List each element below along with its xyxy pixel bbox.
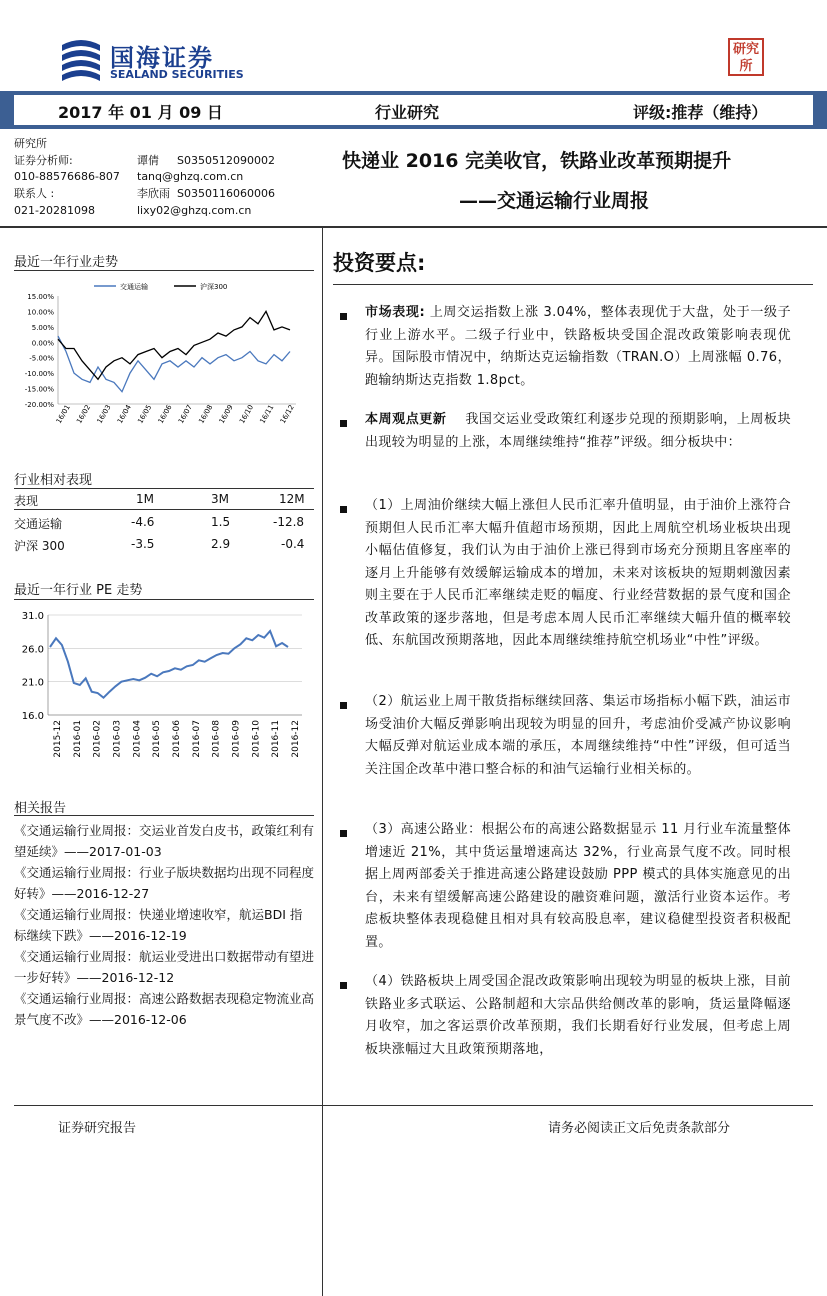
section-trend-rule bbox=[14, 270, 314, 271]
footer-left: 证券研究报告 bbox=[58, 1121, 137, 1136]
related-report-item[interactable]: 《交通运输行业周报：交运业首发白皮书，政策红利有望延续》——2017-01-03 bbox=[14, 823, 315, 859]
analyst-name: 谭倩 bbox=[137, 154, 159, 167]
table-header-cell: 表现 bbox=[14, 494, 39, 508]
x-tick-label: 2016-08 bbox=[211, 720, 222, 758]
bullet-icon bbox=[340, 702, 347, 709]
section-pe-rule bbox=[14, 599, 314, 600]
investment-rule bbox=[333, 284, 813, 285]
table-cell: 1.5 bbox=[211, 515, 231, 529]
table-cell: 沪深 300 bbox=[14, 539, 65, 553]
footer-disclaimer: 请务必阅读正文后免责条款部分 bbox=[548, 1121, 731, 1136]
report-subtitle: ——交通运输行业周报 bbox=[459, 190, 650, 212]
y-tick-label: 15.00% bbox=[27, 293, 54, 301]
x-tick-label: 2016-02 bbox=[92, 720, 103, 758]
bullet-icon bbox=[340, 982, 347, 989]
section-reports-title: 相关报告 bbox=[14, 801, 67, 816]
x-tick-label: 16/12 bbox=[278, 403, 296, 425]
contact-label: 联系人 : bbox=[14, 187, 55, 200]
x-tick-label: 16/03 bbox=[95, 403, 113, 425]
railway-paragraph: （4）铁路板块上周受国企混改政策影响出现较为明显的板块上涨，目前铁路业多式联运、公路制超和大宗品供给侧改革的影响，货运量降幅逐月收窄，加之客运票价改革预期，我们长期看好行业发展，但考虑上周板块涨幅过大且政策预期落地， bbox=[365, 974, 791, 1057]
x-tick-label: 2016-04 bbox=[132, 720, 143, 758]
series-line bbox=[50, 631, 288, 698]
series-line bbox=[58, 311, 290, 379]
x-tick-label: 2015-12 bbox=[53, 720, 63, 758]
x-tick-label: 2016-05 bbox=[152, 720, 163, 758]
x-tick-label: 2016-09 bbox=[231, 720, 242, 758]
report-title: 快递业 2016 完美收官，铁路业改革预期提升 bbox=[342, 150, 732, 172]
x-tick-label: 16/11 bbox=[258, 403, 276, 425]
table-header-rule bbox=[14, 509, 314, 510]
market-performance-label: 市场表现: bbox=[365, 305, 426, 320]
report-rating: 评级:推荐（维持） bbox=[633, 103, 768, 122]
analyst-id: S0350512090002 bbox=[177, 154, 275, 167]
investment-heading: 投资要点: bbox=[333, 251, 426, 275]
column-divider bbox=[322, 226, 323, 1296]
y-tick-label: -10.00% bbox=[24, 370, 54, 379]
y-tick-label: -20.00% bbox=[24, 401, 54, 409]
section-pe-title: 最近一年行业 PE 走势 bbox=[14, 583, 143, 598]
view-update-label: 本周观点更新 bbox=[365, 412, 447, 427]
bullet-icon bbox=[340, 506, 347, 513]
analyst-email[interactable]: tanq@ghzq.com.cn bbox=[137, 170, 244, 183]
x-tick-label: 16/04 bbox=[115, 403, 133, 425]
related-report-item[interactable]: 《交通运输行业周报：快递业增速收窄，航运BDI 指标继续下跌》——2016-12-19 bbox=[14, 907, 303, 943]
section-relative-rule bbox=[14, 488, 314, 489]
contact-email[interactable]: lixy02@ghzq.com.cn bbox=[137, 204, 252, 217]
section-trend-title: 最近一年行业走势 bbox=[14, 255, 119, 270]
y-tick-label: 0.00% bbox=[31, 339, 54, 348]
view-update-paragraph bbox=[365, 409, 791, 454]
sealand-logo-icon bbox=[58, 37, 104, 83]
bullet-icon bbox=[340, 420, 347, 427]
brand-name-cn: 国海证券 bbox=[110, 44, 214, 72]
table-cell: -12.8 bbox=[273, 515, 305, 529]
x-tick-label: 16/08 bbox=[197, 403, 215, 425]
table-cell: -0.4 bbox=[281, 537, 305, 551]
table-header-cell: 3M bbox=[211, 492, 229, 506]
dept-label: 研究所 bbox=[14, 137, 47, 150]
x-tick-label: 2016-03 bbox=[112, 720, 123, 758]
x-tick-label: 2016-06 bbox=[172, 720, 182, 758]
view-update-text: 我国交运业受政策红利逐步兑现的预期影响，上周板块出现较为明显的上涨，本周继续维持“推荐”评级。细分板块中： bbox=[365, 412, 791, 450]
aviation-paragraph: （1）上周油价继续大幅上涨但人民币汇率升值明显，由于油价上涨符合预期但人民币汇率大幅升值超市场预期，因此上周航空机场业板块出现小幅估值修复，我们认为由于油价上涨已得到市场充分预期且客座率的逐月上升能够有效缓解运输成本的增加，未来对该板块的短期刺激因素则主要在于人民币汇率继续走贬的幅度、行业经营数据的景气度和国企改革政策的逐步落地，但是考虑本周人民币汇率继续大幅升值的概率较低、东航国改预期落地，因此本周继续维持航空机场业“中性”评级。 bbox=[365, 498, 791, 648]
header-divider bbox=[0, 226, 827, 228]
report-type: 行业研究 bbox=[375, 103, 440, 122]
legend-label: 交通运输 bbox=[120, 283, 148, 291]
shipping-paragraph: （2）航运业上周干散货指标继续回落、集运市场指标小幅下跌，油运市场受油价大幅反弹影响出现较为明显的回升，考虑油价受减产协议影响大幅反弹对航运业成本端的承压，本周继续维持“中性”评级，但可适当关注国企改革中港口整合标的和油气运输行业相关标的。 bbox=[365, 694, 791, 777]
y-tick-label: 16.0 bbox=[21, 711, 44, 722]
x-tick-label: 16/02 bbox=[75, 403, 93, 425]
table-header-cell: 1M bbox=[136, 492, 154, 506]
y-tick-label: 31.0 bbox=[21, 611, 44, 622]
x-tick-label: 2016-07 bbox=[191, 720, 202, 758]
series-line bbox=[58, 336, 290, 392]
table-cell: -3.5 bbox=[131, 537, 155, 551]
research-stamp: 研究所 bbox=[728, 38, 764, 76]
highway-paragraph: （3）高速公路业：根据公布的高速公路数据显示 11 月行业车流量整体增速近 21%，其中货运量增速高达 32%，行业高景气度不改。同时根据上周两部委关于推进高速公路建设鼓励 PPP 模式的具体实施意见的出台，未来有望缓解高速公路建设的融资难问题，激活行业资本运作。考虑板块整体表现稳健且相对具有较高股息率，建议稳健型投资者积极配置。 bbox=[365, 822, 791, 950]
contact-id: S0350116060006 bbox=[177, 187, 275, 200]
x-tick-label: 2016-10 bbox=[251, 720, 262, 758]
bullet-icon bbox=[340, 830, 347, 837]
x-tick-label: 2016-11 bbox=[271, 720, 282, 758]
contact-name: 李欣雨 bbox=[137, 187, 170, 200]
section-relative-title: 行业相对表现 bbox=[14, 473, 93, 488]
section-reports-rule bbox=[14, 815, 314, 816]
x-tick-label: 16/06 bbox=[156, 403, 174, 425]
table-cell: 交通运输 bbox=[14, 517, 63, 531]
footer-rule bbox=[14, 1105, 813, 1106]
industry-trend-chart bbox=[14, 276, 314, 436]
brand-name-en: SEALAND SECURITIES bbox=[110, 68, 244, 81]
x-tick-label: 2016-12 bbox=[291, 720, 301, 758]
y-tick-label: -15.00% bbox=[24, 385, 54, 394]
related-report-item[interactable]: 《交通运输行业周报：航运业受进出口数据带动有望进一步好转》——2016-12-12 bbox=[14, 949, 315, 985]
legend-label: 沪深300 bbox=[200, 283, 228, 291]
y-tick-label: 10.00% bbox=[27, 308, 54, 317]
table-cell: 2.9 bbox=[211, 537, 231, 551]
x-tick-label: 16/09 bbox=[217, 403, 235, 425]
table-header-cell: 12M bbox=[279, 492, 305, 506]
x-tick-label: 16/05 bbox=[136, 403, 154, 425]
bullet-icon bbox=[340, 313, 347, 320]
x-tick-label: 16/10 bbox=[238, 403, 256, 425]
x-tick-label: 16/01 bbox=[54, 403, 72, 425]
industry-pe-chart bbox=[14, 603, 314, 778]
y-tick-label: 5.00% bbox=[31, 323, 54, 332]
y-tick-label: 21.0 bbox=[21, 677, 44, 689]
contact-phone: 021-20281098 bbox=[14, 204, 95, 217]
market-performance-text: 上周交运指数上涨 3.04%，整体表现优于大盘，处于一级子行业上游水平。二级子行业中，铁路板块受国企混改政策影响表现优异。国际股市情况中，纳斯达克运输指数（TRAN.O）上周涨幅 0.76，跑输纳斯达克指数 1.8pct。 bbox=[365, 305, 791, 388]
related-report-item[interactable]: 《交通运输行业周报：行业子版块数据均出现不同程度好转》——2016-12-27 bbox=[14, 865, 315, 901]
x-tick-label: 2016-01 bbox=[72, 720, 83, 758]
table-cell: -4.6 bbox=[131, 515, 155, 529]
analyst-label: 证券分析师: bbox=[14, 154, 73, 167]
analyst-phone: 010-88576686-807 bbox=[14, 170, 120, 183]
y-tick-label: -5.00% bbox=[29, 354, 54, 363]
market-performance-paragraph bbox=[365, 302, 791, 392]
x-tick-label: 16/07 bbox=[176, 403, 195, 425]
report-date: 2017 年 01 月 09 日 bbox=[58, 103, 223, 122]
related-report-item[interactable]: 《交通运输行业周报：高速公路数据表现稳定物流业高景气度不改》——2016-12-06 bbox=[14, 991, 315, 1027]
y-tick-label: 26.0 bbox=[21, 644, 44, 656]
